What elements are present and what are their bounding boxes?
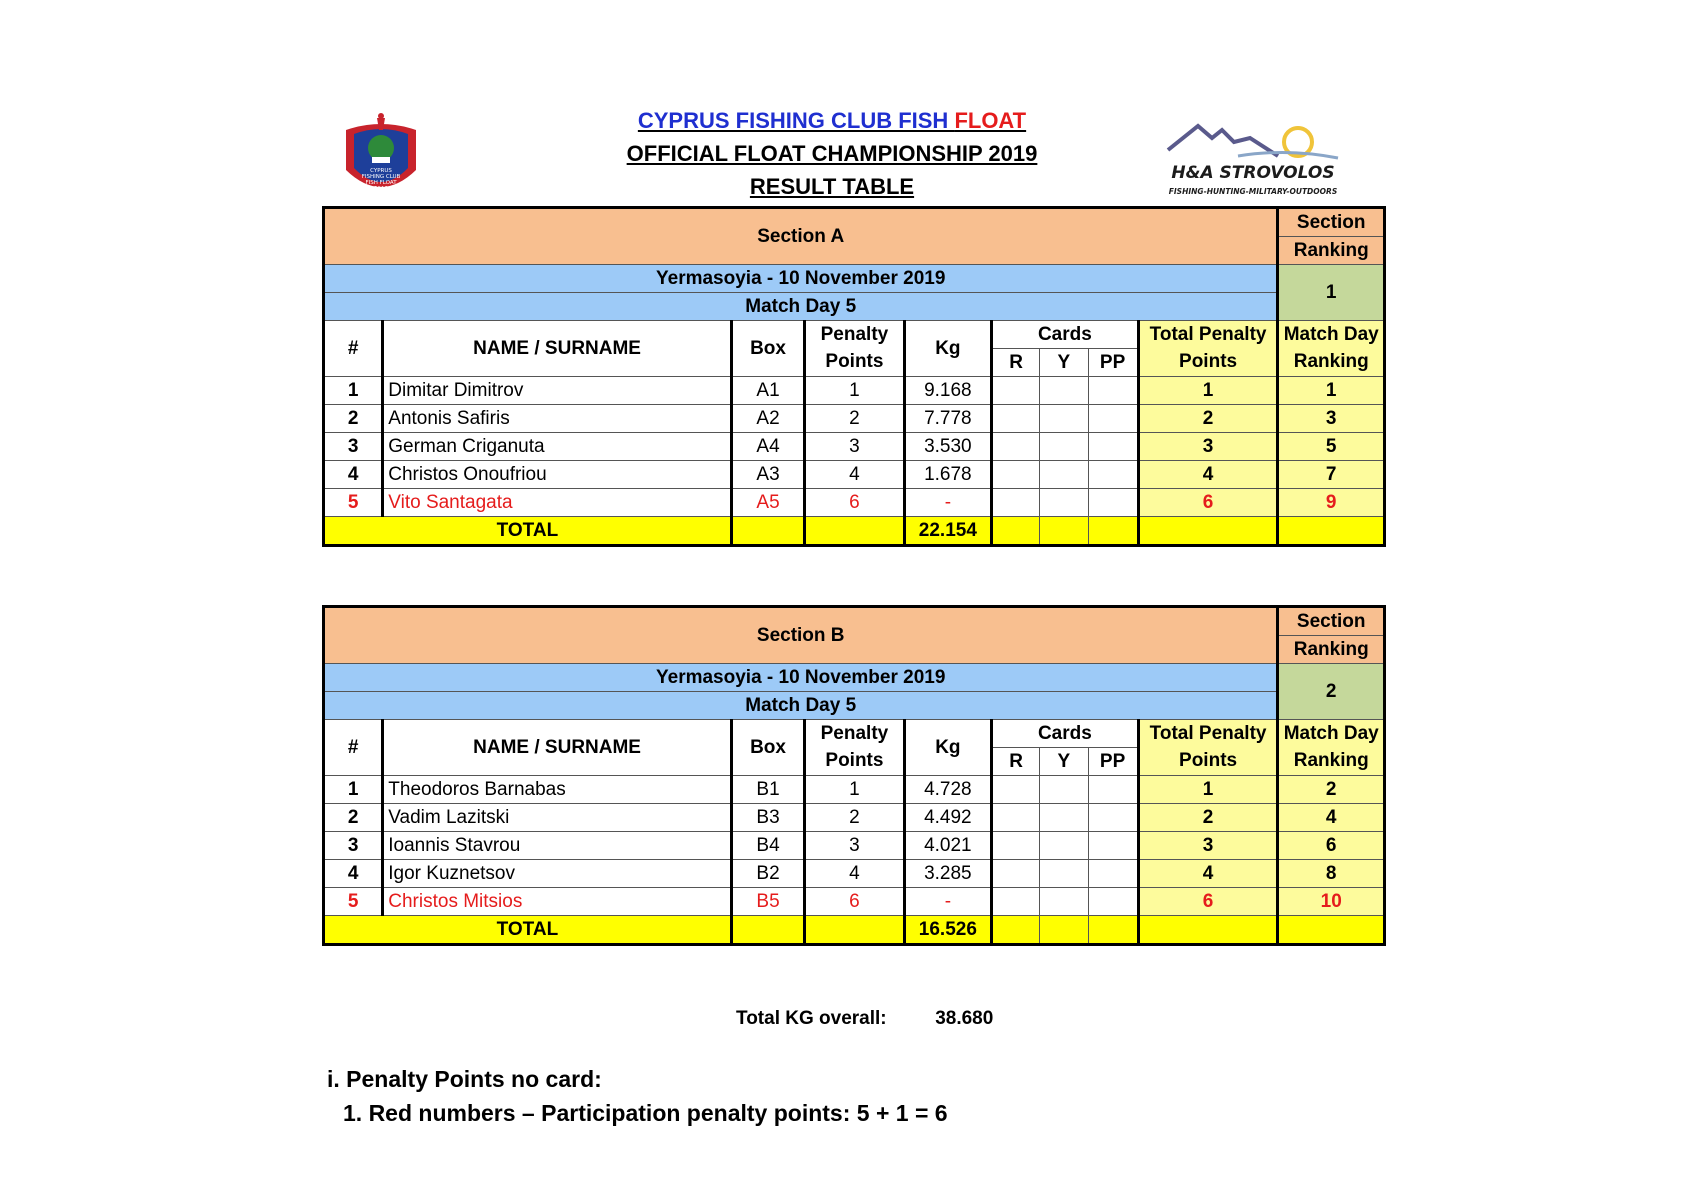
row-card-pp <box>1088 888 1138 916</box>
row-box: B4 <box>731 832 804 860</box>
total-card-y <box>1040 916 1088 945</box>
row-card-pp <box>1088 832 1138 860</box>
row-tpp: 6 <box>1138 489 1278 517</box>
total-tpp <box>1138 517 1278 546</box>
row-name: Antonis Safiris <box>383 405 732 433</box>
total-row <box>324 517 1385 546</box>
row-kg: 3.530 <box>904 433 991 461</box>
row-mdr: 7 <box>1278 461 1385 489</box>
total-card-r <box>992 916 1040 945</box>
row-kg: 9.168 <box>904 377 991 405</box>
section-title: Section A <box>324 208 1278 265</box>
total-card-pp <box>1088 916 1138 945</box>
total-kg: 16.526 <box>904 916 991 945</box>
table-row <box>324 860 1385 888</box>
logo-left-text-3: FISH FLOAT <box>365 180 397 186</box>
total-mdr <box>1278 517 1385 546</box>
row-card-y <box>1040 776 1088 804</box>
row-card-y <box>1040 888 1088 916</box>
row-num: 4 <box>324 461 383 489</box>
col-tpp-2: Points <box>1138 349 1278 377</box>
total-box <box>731 916 804 945</box>
table-row <box>324 405 1385 433</box>
row-box: A2 <box>731 405 804 433</box>
section-location: Yermasoyia - 10 November 2019 <box>324 664 1278 692</box>
row-name: Ioannis Stavrou <box>383 832 732 860</box>
row-tpp: 4 <box>1138 860 1278 888</box>
col-mdr-1: Match Day <box>1278 321 1385 349</box>
total-label: TOTAL <box>324 517 732 546</box>
section-ranking-label-1: Section <box>1278 607 1385 636</box>
col-r: R <box>992 748 1040 776</box>
row-card-y <box>1040 377 1088 405</box>
section-a-table <box>322 206 1386 547</box>
row-card-r <box>992 804 1040 832</box>
col-pp: PP <box>1088 748 1138 776</box>
row-penalty: 2 <box>805 405 904 433</box>
row-num: 5 <box>324 489 383 517</box>
total-card-y <box>1040 517 1088 546</box>
row-penalty: 6 <box>805 888 904 916</box>
section-ranking-label-2: Ranking <box>1278 636 1385 664</box>
section-matchday: Match Day 5 <box>324 293 1278 321</box>
total-kg-overall <box>736 1008 993 1030</box>
row-num: 4 <box>324 860 383 888</box>
col-penalty-1: Penalty <box>805 321 904 349</box>
logo-right-brand: H&A STROVOLOS <box>1171 163 1335 183</box>
col-mdr-1: Match Day <box>1278 720 1385 748</box>
row-mdr: 9 <box>1278 489 1385 517</box>
row-name: Vito Santagata <box>383 489 732 517</box>
section-b-rows <box>324 776 1385 945</box>
total-card-pp <box>1088 517 1138 546</box>
row-tpp: 1 <box>1138 377 1278 405</box>
row-name: Vadim Lazitski <box>383 804 732 832</box>
section-title: Section B <box>324 607 1278 664</box>
notes <box>327 1062 948 1130</box>
row-card-pp <box>1088 804 1138 832</box>
table-row <box>324 461 1385 489</box>
total-mdr <box>1278 916 1385 945</box>
row-penalty: 1 <box>805 776 904 804</box>
row-box: A3 <box>731 461 804 489</box>
row-tpp: 6 <box>1138 888 1278 916</box>
col-kg: Kg <box>904 720 991 776</box>
col-y: Y <box>1040 349 1088 377</box>
row-tpp: 2 <box>1138 405 1278 433</box>
row-num: 1 <box>324 776 383 804</box>
note-line-1: i. Penalty Points no card: <box>327 1066 602 1092</box>
row-kg: 4.021 <box>904 832 991 860</box>
col-box: Box <box>731 720 804 776</box>
row-name: Theodoros Barnabas <box>383 776 732 804</box>
row-mdr: 1 <box>1278 377 1385 405</box>
row-card-y <box>1040 489 1088 517</box>
row-mdr: 4 <box>1278 804 1385 832</box>
row-penalty: 1 <box>805 377 904 405</box>
col-pp: PP <box>1088 349 1138 377</box>
col-y: Y <box>1040 748 1088 776</box>
col-name: NAME / SURNAME <box>383 720 732 776</box>
row-mdr: 3 <box>1278 405 1385 433</box>
row-card-y <box>1040 860 1088 888</box>
col-num: # <box>324 720 383 776</box>
logo-left-text-1: CYPRUS <box>370 168 392 174</box>
row-penalty: 6 <box>805 489 904 517</box>
row-box: B2 <box>731 860 804 888</box>
col-cards: Cards <box>992 720 1139 748</box>
row-kg: 7.778 <box>904 405 991 433</box>
col-tpp-1: Total Penalty <box>1138 720 1278 748</box>
row-tpp: 4 <box>1138 461 1278 489</box>
row-card-y <box>1040 405 1088 433</box>
col-penalty-2: Points <box>805 748 904 776</box>
row-card-y <box>1040 461 1088 489</box>
total-kg: 22.154 <box>904 517 991 546</box>
row-card-r <box>992 461 1040 489</box>
col-penalty-2: Points <box>805 349 904 377</box>
row-mdr: 8 <box>1278 860 1385 888</box>
table-row <box>324 489 1385 517</box>
row-card-r <box>992 776 1040 804</box>
table-row <box>324 377 1385 405</box>
table-row <box>324 433 1385 461</box>
section-ranking-label-2: Ranking <box>1278 237 1385 265</box>
table-row <box>324 776 1385 804</box>
row-kg: - <box>904 888 991 916</box>
row-card-r <box>992 405 1040 433</box>
section-ranking-value: 2 <box>1278 664 1385 720</box>
row-kg: 1.678 <box>904 461 991 489</box>
row-card-r <box>992 832 1040 860</box>
col-num: # <box>324 321 383 377</box>
row-card-pp <box>1088 433 1138 461</box>
row-card-r <box>992 888 1040 916</box>
total-tpp <box>1138 916 1278 945</box>
row-box: B1 <box>731 776 804 804</box>
row-box: A1 <box>731 377 804 405</box>
col-box: Box <box>731 321 804 377</box>
col-mdr-2: Ranking <box>1278 748 1385 776</box>
col-kg: Kg <box>904 321 991 377</box>
table-row <box>324 804 1385 832</box>
row-tpp: 1 <box>1138 776 1278 804</box>
logo-left-text-2: FISHING CLUB <box>361 174 401 180</box>
row-card-y <box>1040 433 1088 461</box>
row-penalty: 3 <box>805 832 904 860</box>
row-num: 2 <box>324 804 383 832</box>
row-name: Christos Onoufriou <box>383 461 732 489</box>
section-matchday: Match Day 5 <box>324 692 1278 720</box>
cyprus-fishing-club-logo <box>336 108 426 204</box>
row-box: A4 <box>731 433 804 461</box>
col-cards: Cards <box>992 321 1139 349</box>
championship-title: OFFICIAL FLOAT CHAMPIONSHIP 2019 <box>626 141 1038 166</box>
row-penalty: 4 <box>805 860 904 888</box>
row-card-pp <box>1088 377 1138 405</box>
row-card-pp <box>1088 860 1138 888</box>
row-box: B3 <box>731 804 804 832</box>
total-label: TOTAL <box>324 916 732 945</box>
logo-left-text-4: 2019 <box>374 186 388 192</box>
row-num: 3 <box>324 832 383 860</box>
row-card-r <box>992 377 1040 405</box>
col-mdr-2: Ranking <box>1278 349 1385 377</box>
row-name: Igor Kuznetsov <box>383 860 732 888</box>
table-row <box>324 832 1385 860</box>
table-row <box>324 888 1385 916</box>
row-name: Christos Mitsios <box>383 888 732 916</box>
row-num: 3 <box>324 433 383 461</box>
row-card-pp <box>1088 461 1138 489</box>
row-kg: 4.728 <box>904 776 991 804</box>
total-box <box>731 517 804 546</box>
row-kg: - <box>904 489 991 517</box>
row-card-r <box>992 860 1040 888</box>
section-b-table <box>322 605 1386 946</box>
row-card-y <box>1040 832 1088 860</box>
row-tpp: 3 <box>1138 832 1278 860</box>
row-box: B5 <box>731 888 804 916</box>
row-card-r <box>992 433 1040 461</box>
row-mdr: 10 <box>1278 888 1385 916</box>
row-card-r <box>992 489 1040 517</box>
title-block <box>462 104 1202 203</box>
row-tpp: 3 <box>1138 433 1278 461</box>
row-num: 2 <box>324 405 383 433</box>
row-num: 5 <box>324 888 383 916</box>
section-a-rows <box>324 377 1385 546</box>
note-line-2: 1. Red numbers – Participation penalty points: 5 + 1 = 6 <box>343 1100 948 1126</box>
row-card-pp <box>1088 776 1138 804</box>
row-num: 1 <box>324 377 383 405</box>
club-title-part2: FLOAT <box>954 108 1027 133</box>
row-kg: 4.492 <box>904 804 991 832</box>
row-card-pp <box>1088 405 1138 433</box>
row-mdr: 5 <box>1278 433 1385 461</box>
row-penalty: 4 <box>805 461 904 489</box>
section-ranking-label-1: Section <box>1278 208 1385 237</box>
total-row <box>324 916 1385 945</box>
col-penalty-1: Penalty <box>805 720 904 748</box>
club-title <box>462 104 1202 137</box>
row-kg: 3.285 <box>904 860 991 888</box>
total-penalty <box>805 517 904 546</box>
total-kg-value: 38.680 <box>935 1008 994 1029</box>
section-ranking-value: 1 <box>1278 265 1385 321</box>
row-penalty: 2 <box>805 804 904 832</box>
row-mdr: 2 <box>1278 776 1385 804</box>
page-header <box>322 104 1388 204</box>
logo-right-tagline: FISHING-HUNTING-MILITARY-OUTDOORS <box>1168 187 1338 196</box>
row-penalty: 3 <box>805 433 904 461</box>
ha-strovolos-logo <box>1138 112 1368 204</box>
row-tpp: 2 <box>1138 804 1278 832</box>
section-location: Yermasoyia - 10 November 2019 <box>324 265 1278 293</box>
row-name: Dimitar Dimitrov <box>383 377 732 405</box>
total-penalty <box>805 916 904 945</box>
col-tpp-2: Points <box>1138 748 1278 776</box>
row-card-y <box>1040 804 1088 832</box>
col-tpp-1: Total Penalty <box>1138 321 1278 349</box>
result-table-title: RESULT TABLE <box>749 174 915 199</box>
total-kg-label: Total KG overall: <box>736 1008 887 1029</box>
col-name: NAME / SURNAME <box>383 321 732 377</box>
club-title-part1: CYPRUS FISHING CLUB FISH <box>637 108 955 133</box>
row-name: German Criganuta <box>383 433 732 461</box>
row-card-pp <box>1088 489 1138 517</box>
total-card-r <box>992 517 1040 546</box>
col-r: R <box>992 349 1040 377</box>
row-box: A5 <box>731 489 804 517</box>
row-mdr: 6 <box>1278 832 1385 860</box>
